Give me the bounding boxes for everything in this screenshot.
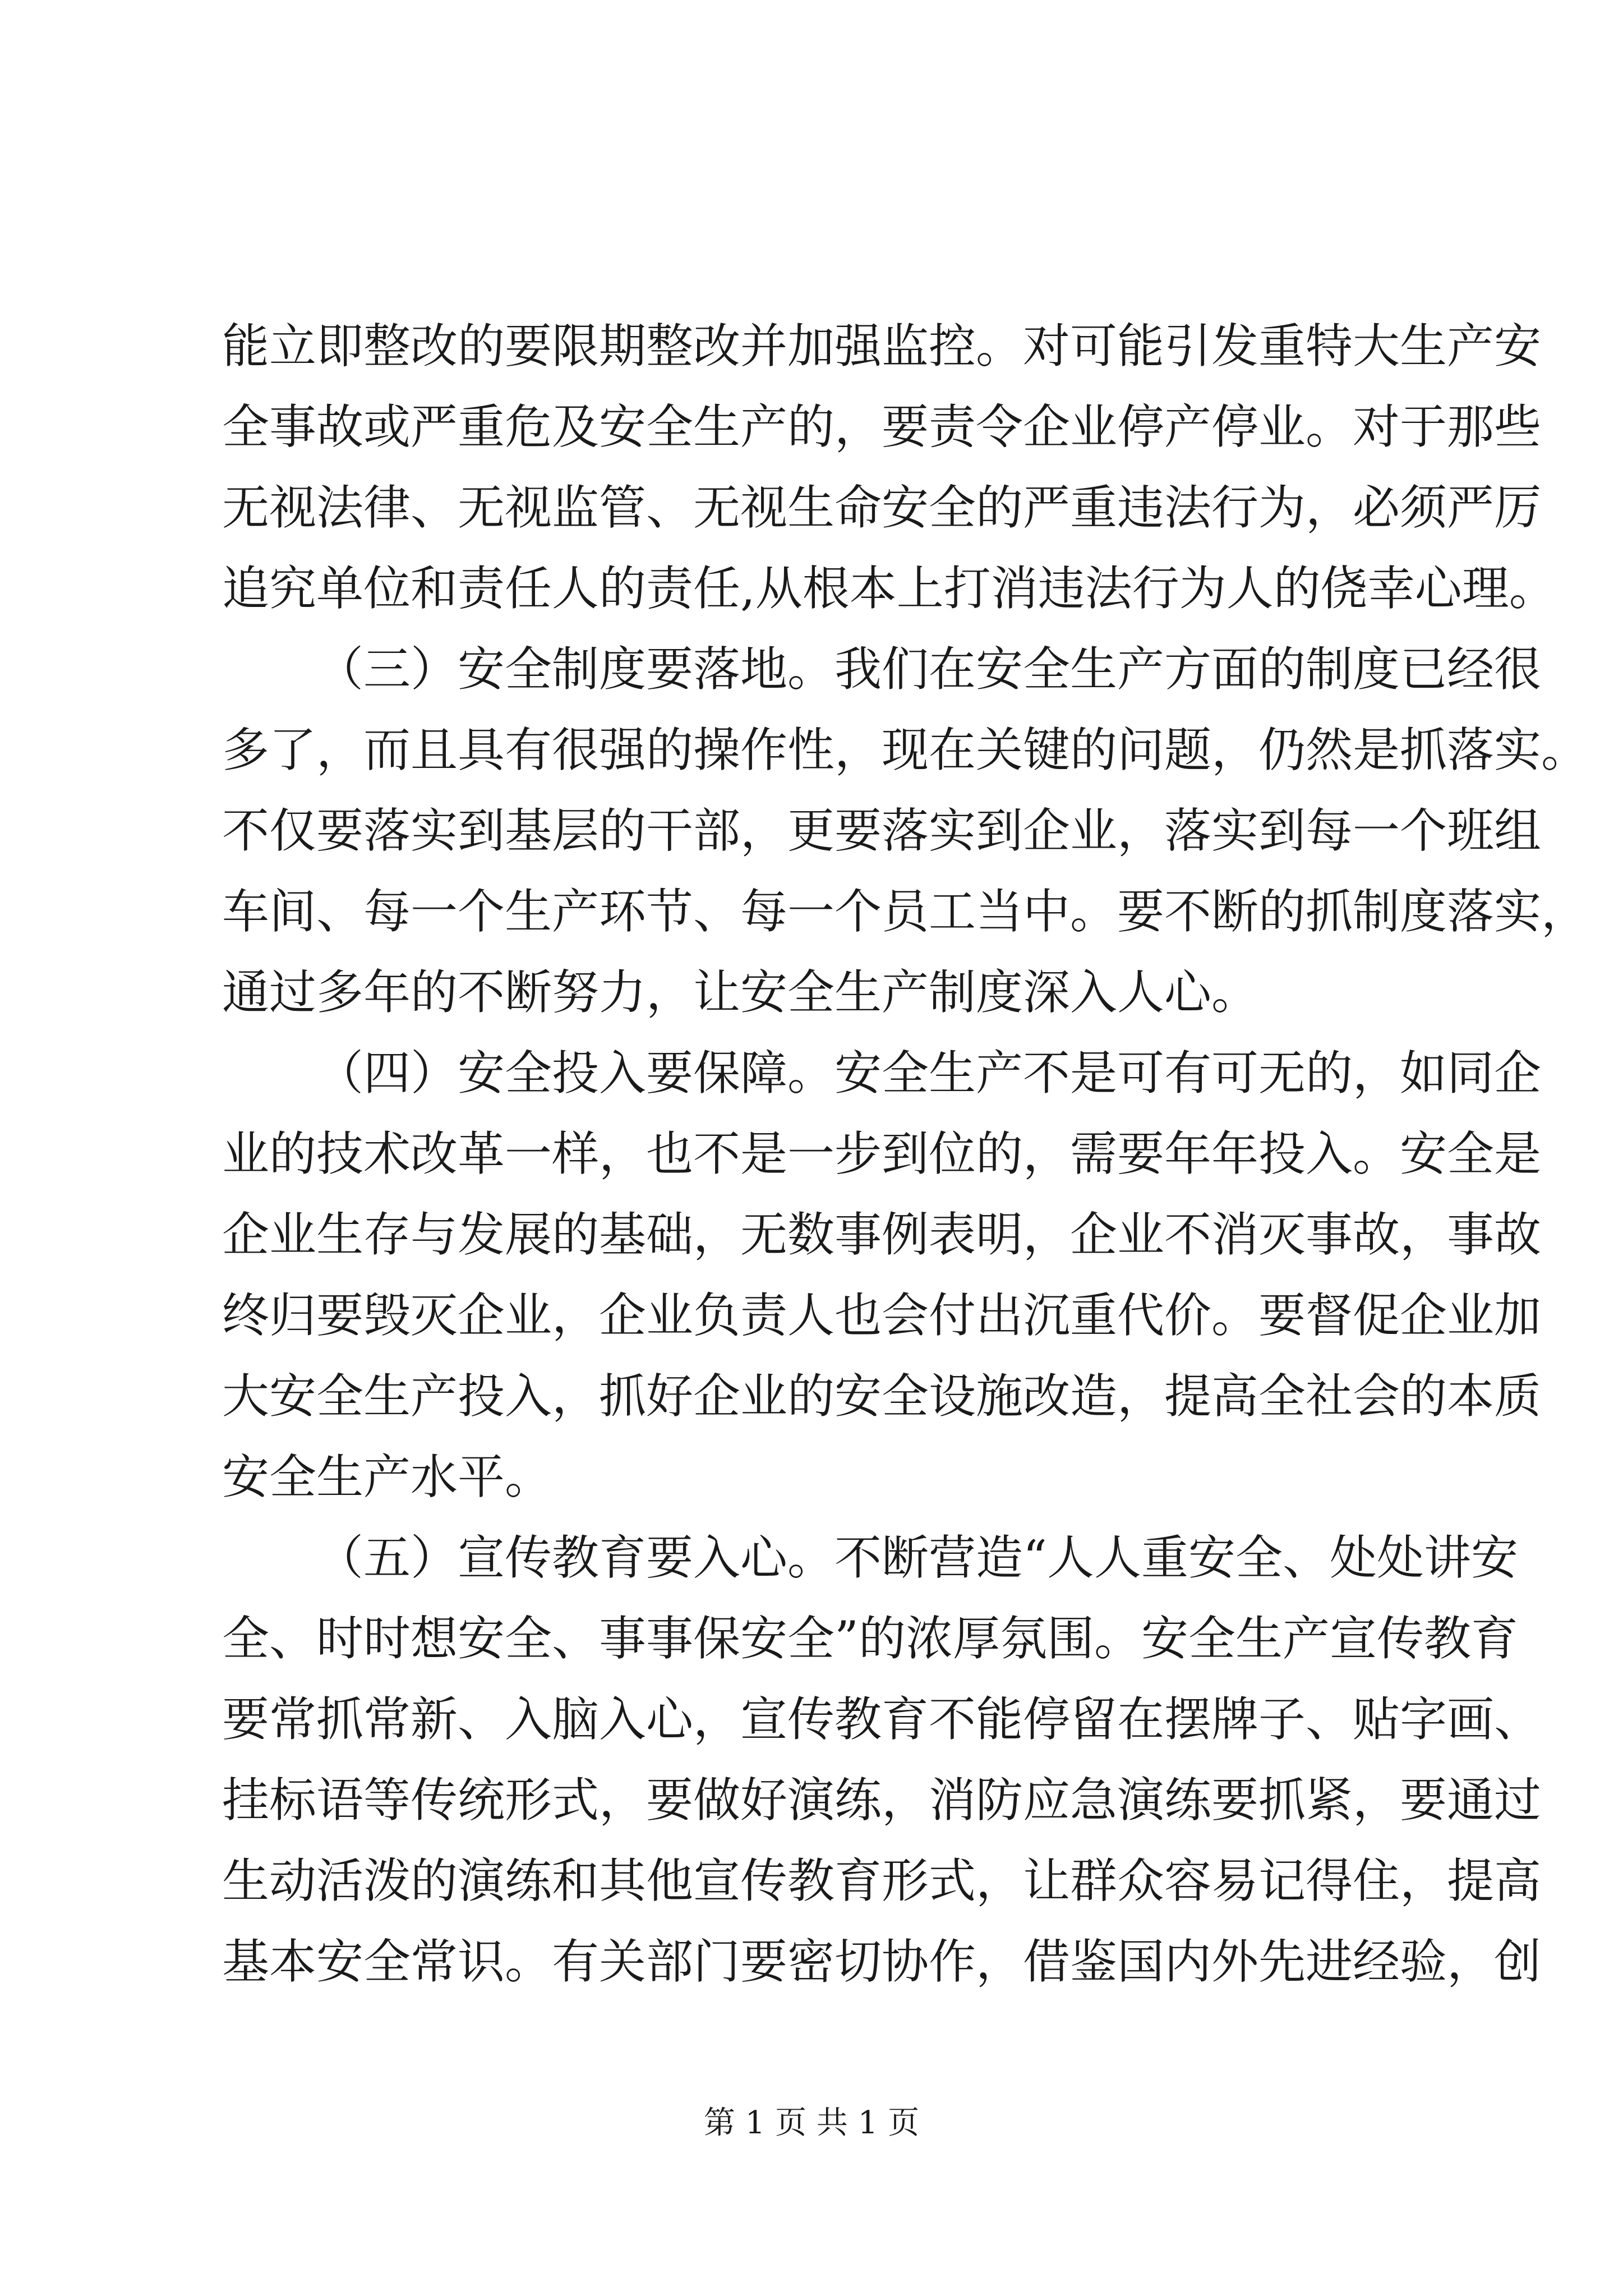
text-line: （五）宣传教育要入心。不断营造“人人重安全、处处讲安 [316, 1530, 1518, 1585]
text-line: 生动活泼的演练和其他宣传教育形式，让群众容易记得住，提高 [222, 1853, 1542, 1908]
text-line: （四）安全投入要保障。安全生产不是可有可无的，如同企 [316, 1046, 1542, 1101]
page-footer [0, 2098, 1623, 2143]
text-line: 全事故或严重危及安全生产的，要责令企业停产停业。对于那些 [222, 399, 1542, 454]
text-line: 能立即整改的要限期整改并加强监控。对可能引发重特大生产安 [222, 319, 1542, 374]
text-line: 安全生产水平。 [222, 1450, 552, 1504]
page-number-label: 第 1 页 共 1 页 [703, 2105, 920, 2141]
text-line: 基本安全常识。有关部门要密切协作，借鉴国内外先进经验，创 [222, 1934, 1542, 1989]
text-line: 多了，而且具有很强的操作性，现在关键的问题，仍然是抓落实。 [222, 723, 1589, 777]
paragraph-continuation [222, 306, 1556, 629]
text-line: 追究单位和责任人的责任,从根本上打消违法行为人的侥幸心理。 [222, 561, 1556, 616]
paragraph-section-4 [222, 1033, 1542, 1517]
text-line: 不仅要落实到基层的干部，更要落实到企业，落实到每一个班组 [222, 803, 1542, 858]
text-line: （三）安全制度要落地。我们在安全生产方面的制度已经很 [316, 642, 1542, 697]
text-line: 业的技术改革一样，也不是一步到位的，需要年年投入。安全是 [222, 1126, 1542, 1181]
text-line: 车间、每一个生产环节、每一个员工当中。要不断的抓制度落实， [222, 884, 1589, 939]
text-line: 通过多年的不断努力，让安全生产制度深入人心。 [222, 965, 1259, 1020]
text-line: 全、时时想安全、事事保安全”的浓厚氛围。安全生产宣传教育 [222, 1611, 1518, 1666]
paragraph-section-3 [222, 629, 1589, 1033]
document-body [222, 306, 1589, 2002]
text-line: 大安全生产投入，抓好企业的安全设施改造，提高全社会的本质 [222, 1369, 1542, 1424]
paragraph-section-5 [222, 1517, 1542, 2002]
text-line: 终归要毁灭企业，企业负责人也会付出沉重代价。要督促企业加 [222, 1288, 1542, 1343]
text-line: 无视法律、无视监管、无视生命安全的严重违法行为，必须严厉 [222, 480, 1542, 535]
text-line: 企业生存与发展的基础，无数事例表明，企业不消灭事故，事故 [222, 1207, 1542, 1262]
text-line: 要常抓常新、入脑入心，宣传教育不能停留在摆牌子、贴字画、 [222, 1692, 1542, 1747]
text-line: 挂标语等传统形式，要做好演练，消防应急演练要抓紧，要通过 [222, 1773, 1542, 1828]
